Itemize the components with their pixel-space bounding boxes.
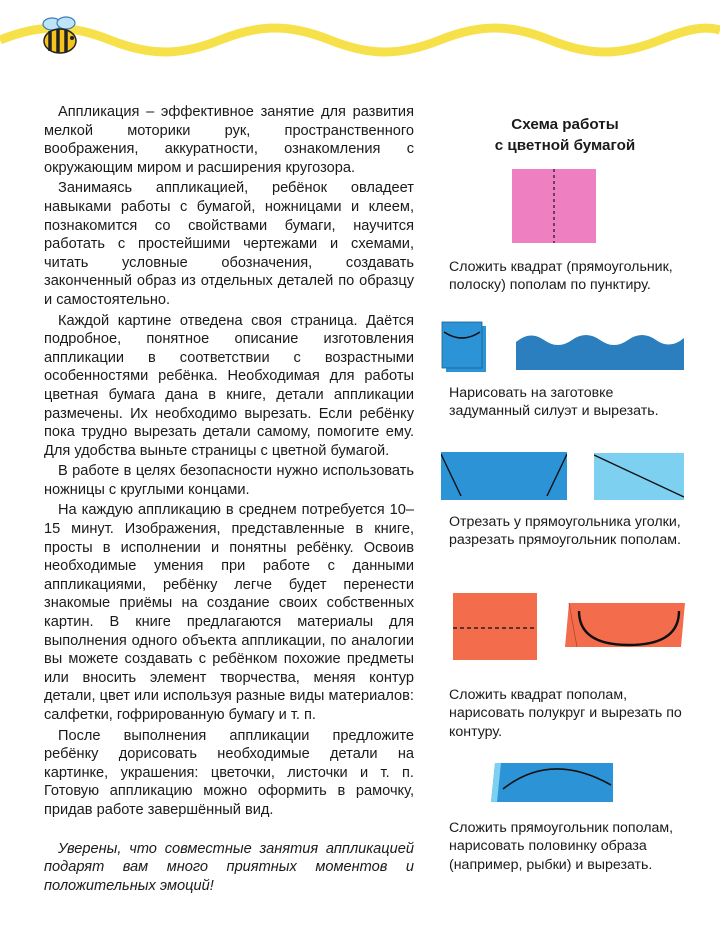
scheme-title [470, 114, 660, 156]
cut-diagonal-figure [594, 453, 684, 500]
intro-paragraph-2: Занимаясь аппликацией, ребёнок овладеет навыками работы с бумагой, ножницами и клеем, познакомится со свойствами бумаги, научится работать с простейшими чертежами и схемами, читать условные обозначения, создавать законченный образ из отдельных деталей по образцу и самостоятельно. [44, 180, 414, 308]
intro-paragraph-1: Аппликация – эффективное занятие для развития мелкой моторики рук, пространственного воображения, аккуратности, ознакомления с окружающим миром и расширения кругозора. [44, 104, 414, 176]
bee-icon [36, 14, 82, 58]
intro-text [44, 103, 414, 897]
closing-text: Уверены, что совместные занятия аппликацией подарят вам много приятных моментов и положительных эмоций! [44, 840, 414, 894]
fold-square-figure [512, 169, 596, 243]
intro-paragraph-4: В работе в целях безопасности нужно использовать ножницы с круглыми концами. [44, 463, 414, 498]
intro-paragraph-6: После выполнения аппликации предложите ребёнку дорисовать необходимые детали на картинке, украшения: цветочки, листочки и т. п. Готовую аппликацию можно оформить в рамочку, придав работе завершённый вид. [44, 727, 414, 818]
intro-paragraph-3: Каждой картине отведена своя страница. Даётся подробное, понятное описание изготовления аппликации в соответствии с возрастными особенностями ребёнка. Необходимая для работы цветная бумага дана в книге, детали аппликации размечены. Их необходимо вырезать. Если ребёнку пока трудно вырезать детали самому, помогите ему. Для удобства выньте страницы с цветной бумагой. [44, 312, 414, 459]
step-4-caption: Сложить квадрат пополам, нарисовать полукруг и вырезать по контуру. [449, 687, 682, 740]
wave-strip-figure [516, 330, 684, 370]
intro-paragraph-5: На каждую аппликацию в среднем потребуется 10–15 минут. Изображения, представленные в книге, просты в исполнении и понятны ребёнку. Освоив необходимые умения при работе с данными аппликациями, ребёнку легче будет перенести знакомые приёмы на создание своих собственных картин. В книге предлагаются материалы для выполнения одного объекта аппликации, по аналогии вы можете создавать с ребёнком похожие предметы или вносить элемент творчества, меняя контур детали, цвет или используя разные виды материалов: салфетки, гофрированную бумагу и т. п. [44, 502, 414, 723]
semicircle-figure [565, 603, 687, 647]
scheme-title-line-1: Схема работы [511, 116, 619, 133]
half-fish-figure [491, 761, 613, 802]
fold-square-line-figure [453, 593, 537, 660]
cut-corners-figure [441, 452, 567, 500]
step-3-caption: Отрезать у прямоугольника уголки, разрезать прямоугольник пополам. [449, 514, 681, 549]
folded-cut-figure [438, 320, 490, 374]
step-5-caption: Сложить прямоугольник пополам, нарисовать половинку образа (например, рыбки) и вырезать. [449, 820, 674, 873]
scheme-title-line-2: с цветной бумагой [494, 137, 636, 154]
decorative-wave-border [0, 0, 720, 75]
step-2-caption: Нарисовать на заготовке задуманный силуэт и вырезать. [449, 385, 659, 420]
step-1-caption: Сложить квадрат (прямоугольник, полоску) пополам по пунктиру. [449, 259, 673, 294]
